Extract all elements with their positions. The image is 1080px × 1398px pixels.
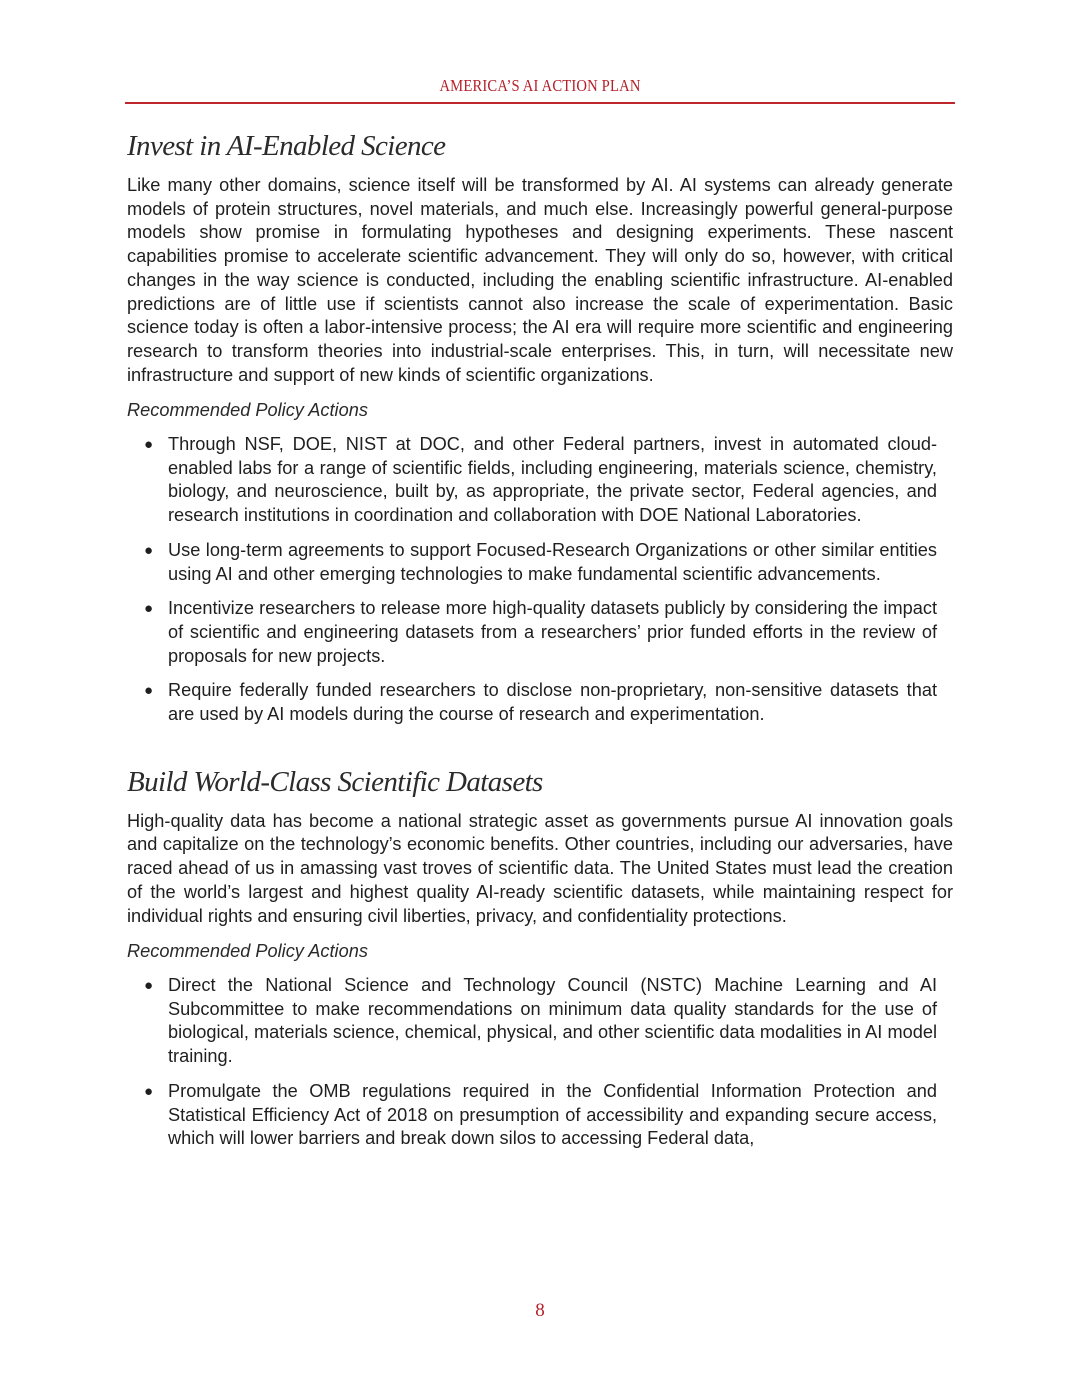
list-item — [144, 679, 937, 726]
page-content — [127, 126, 953, 1162]
bullet-icon: ● — [144, 976, 154, 994]
policy-actions-list — [127, 433, 953, 727]
section-body: Like many other domains, science itself will be transformed by AI. AI systems can already generate models of protein structures, novel materials, and much else. Increasingly powerful general-purpose models show promise in formulating hypotheses and designing experiments. These nascent capabilities promise to accelerate scientific advancement. They will only do so, however, with critical changes in the way science is conducted, including the enabling scientific infrastructure. AI-enabled predictions are of little use if scientists cannot also increase the scale of experimentation. Basic science today is often a labor-intensive process; the AI era will require more scientific and engineering research to transform theories into industrial-scale enterprises. This, in turn, will necessitate new infrastructure and support of new kinds of scientific organizations. — [127, 175, 953, 385]
page-number: 8 — [535, 1300, 545, 1321]
bullet-icon: ● — [144, 541, 154, 559]
section-heading: Build World-Class Scientific Datasets — [127, 765, 543, 798]
list-item — [144, 597, 937, 668]
policy-actions-subheading: Recommended Policy Actions — [127, 941, 368, 962]
header-divider — [125, 102, 955, 104]
list-item-text: Promulgate the OMB regulations required in the Confidential Information Protection and Statistical Efficiency Act of 2018 on presumption of accessibility and expanding secure access, which will lower barriers and break down silos to accessing Federal data, — [168, 1080, 937, 1149]
section-body: High-quality data has become a national strategic asset as governments pursue AI innovation goals and capitalize on the technology’s economic benefits. Other countries, including our adversaries, have raced ahead of us in amassing vast troves of scientific data. The United States must lead the creation of the world’s largest and highest quality AI-ready scientific datasets, while maintaining respect for individual rights and ensuring civil liberties, privacy, and confidentiality protections. — [127, 810, 953, 926]
policy-actions-subheading: Recommended Policy Actions — [127, 400, 368, 421]
bullet-icon: ● — [144, 1082, 154, 1100]
list-item-text: Incentivize researchers to release more high-quality datasets publicly by considering the impact of scientific and engineering datasets from a researchers’ prior funded efforts in the review of proposals for new projects. — [168, 598, 937, 666]
policy-actions-list — [127, 974, 953, 1151]
section-spacer — [127, 738, 953, 762]
list-item — [144, 1080, 937, 1151]
list-item-text: Use long-term agreements to support Focused-Research Organizations or other similar entities using AI and other emerging technologies to make fundamental scientific advancements. — [168, 539, 937, 584]
list-item-text: Direct the National Science and Technology Council (NSTC) Machine Learning and AI Subcommittee to make recommendations on minimum data quality standards for the use of biological, materials science, chemical, physical, and other scientific data modalities in AI model training. — [168, 974, 937, 1067]
section-heading: Invest in AI-Enabled Science — [127, 130, 446, 162]
list-item — [144, 539, 937, 586]
bullet-icon: ● — [144, 682, 154, 700]
section-invest-ai-science — [127, 126, 953, 727]
section-scientific-datasets — [127, 762, 953, 1151]
list-item — [144, 974, 937, 1069]
list-item-text: Require federally funded researchers to disclose non-proprietary, non-sensitive datasets that are used by AI models during the course of research and experimentation. — [168, 680, 937, 725]
bullet-icon: ● — [144, 436, 154, 454]
running-header: AMERICA’S AI ACTION PLAN — [439, 76, 641, 95]
list-item-text: Through NSF, DOE, NIST at DOC, and other Federal partners, invest in automated cloud-enabled labs for a range of scientific fields, including engineering, materials science, chemistry, biology, and neuroscience, built by, as appropriate, the private sector, Federal agencies, and research institutions in coordination and collaboration with DOE National Laboratories. — [168, 434, 937, 526]
list-item — [144, 433, 937, 528]
bullet-icon: ● — [144, 600, 154, 618]
